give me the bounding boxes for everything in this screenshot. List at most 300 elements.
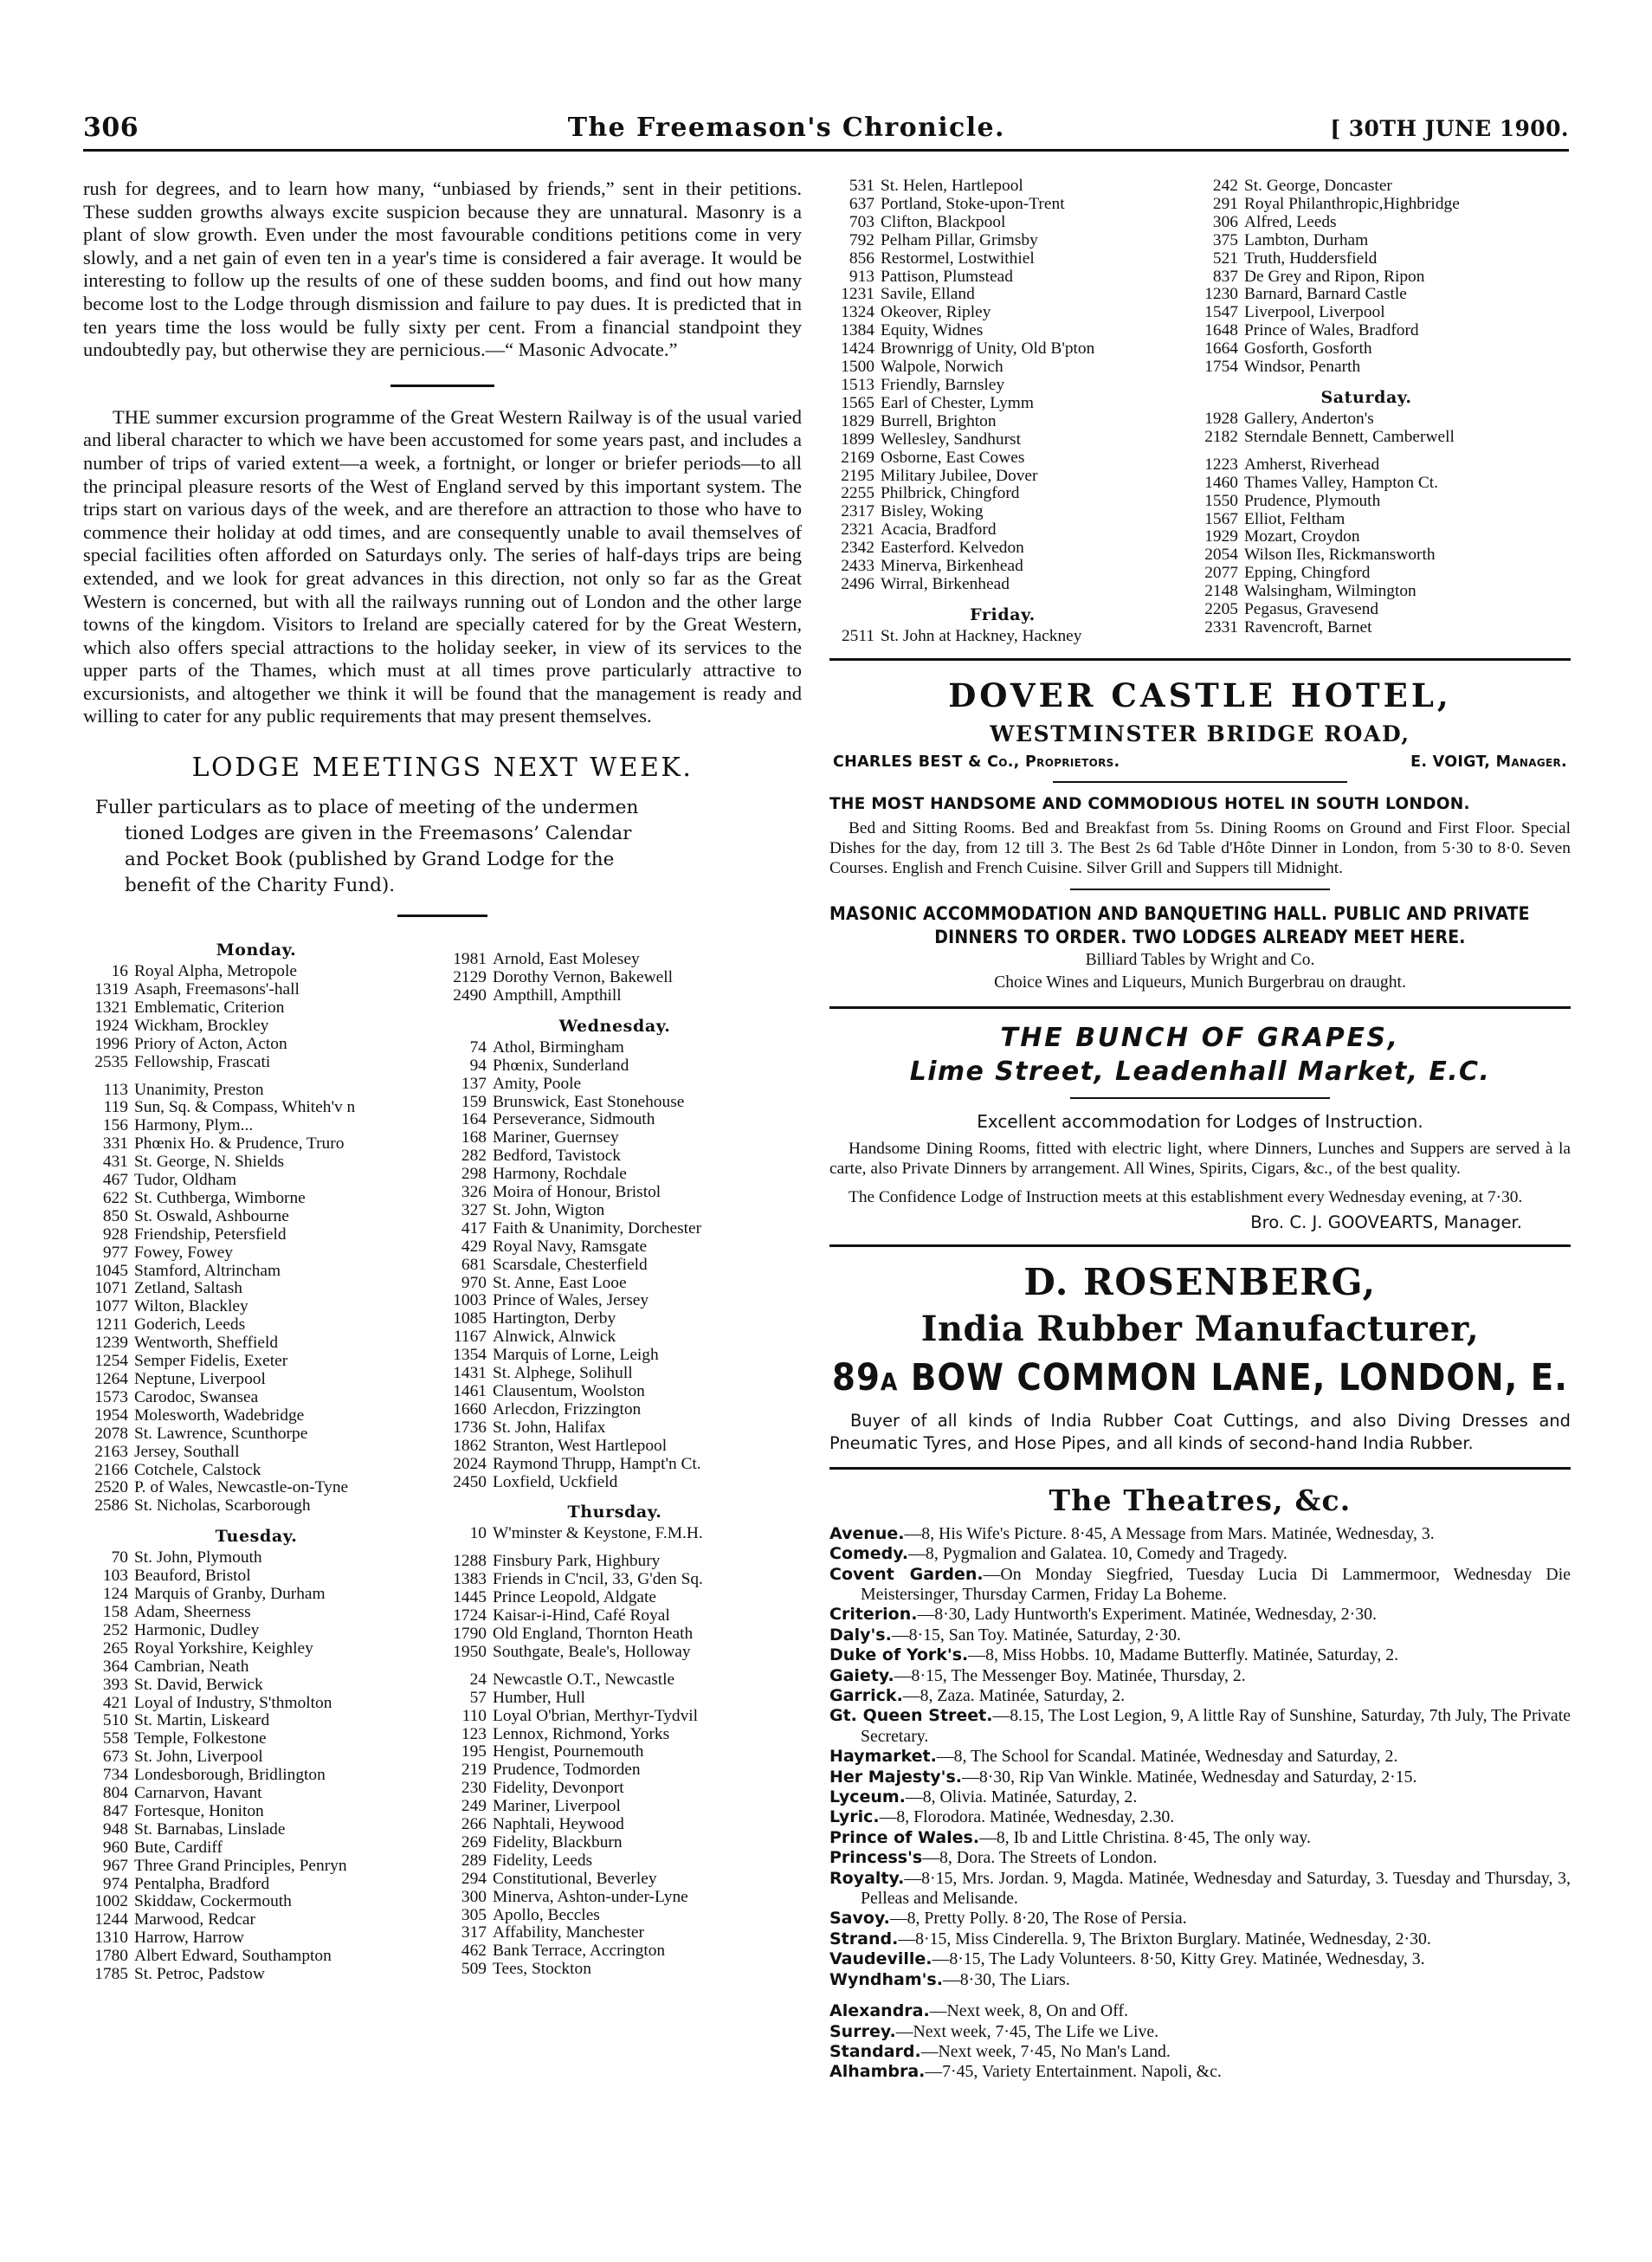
lodge-name: Constitutional, Beverley <box>493 1869 657 1888</box>
lodge-number: 1321 <box>94 998 128 1017</box>
lodge-number: 10 <box>469 1524 487 1543</box>
lodge-number: 219 <box>461 1761 487 1780</box>
lodge-number: 1790 <box>453 1624 487 1643</box>
theatre-name: Strand. <box>829 1929 899 1949</box>
lodge-name: Old England, Thornton Heath <box>493 1624 694 1643</box>
lodge-name: Osborne, East Cowes <box>881 448 1025 467</box>
theatre-list-item <box>829 1909 1571 1929</box>
lodge-list-item <box>442 1238 788 1257</box>
section-divider-2 <box>397 914 487 917</box>
lodge-number: 792 <box>849 230 874 249</box>
lodge-number: 521 <box>1212 249 1238 268</box>
lodge-name: Hengist, Pournemouth <box>493 1742 644 1761</box>
lodge-list-item <box>442 1525 788 1543</box>
masthead <box>83 113 1569 143</box>
lodge-number: 1424 <box>841 339 874 359</box>
lodge-list-item <box>442 1690 788 1708</box>
theatre-list-next-week <box>829 2001 1571 2083</box>
lodge-list-item <box>442 1292 788 1310</box>
theatre-name: Criterion. <box>829 1605 918 1625</box>
theatre-name: Gaiety. <box>829 1665 894 1685</box>
lodge-list-item <box>1193 511 1539 529</box>
theatre-list-item <box>829 1524 1571 1544</box>
lodge-number: 1899 <box>841 430 874 449</box>
lodge-number: 2520 <box>94 1478 128 1497</box>
lodge-list-item <box>1193 359 1539 377</box>
lodge-number: 159 <box>461 1092 487 1111</box>
lodge-list-item <box>1193 304 1539 322</box>
lodge-list-item <box>1193 619 1539 637</box>
lodge-name: Unanimity, Preston <box>134 1080 264 1099</box>
theatre-programme: —Next week, 8, On and Off. <box>929 2001 1128 2021</box>
lodge-list-item <box>442 1816 788 1834</box>
lodge-name: Lambton, Durham <box>1244 230 1369 249</box>
lodge-name: St. Anne, East Looe <box>493 1273 627 1292</box>
lodge-number: 1660 <box>453 1399 487 1419</box>
lodge-name: Dorothy Vernon, Bakewell <box>493 967 674 986</box>
lodge-number: 1928 <box>1204 409 1238 428</box>
lodge-list-item <box>442 1924 788 1942</box>
theatre-name: Comedy. <box>829 1544 909 1564</box>
lodge-list-item <box>1193 565 1539 583</box>
lodge-name: Molesworth, Wadebridge <box>134 1406 305 1425</box>
lodge-name: Harmonic, Dudley <box>134 1620 260 1639</box>
lodge-name: Apollo, Beccles <box>493 1905 600 1924</box>
lodge-list-item <box>442 1726 788 1744</box>
lodge-number: 331 <box>102 1134 128 1154</box>
lodge-name: Friends in C'ncil, 33, G'den Sq. <box>493 1570 703 1589</box>
lodge-number: 1230 <box>1204 285 1238 304</box>
lodge-list-item <box>1193 583 1539 601</box>
lodge-name: Burrell, Brighton <box>881 411 997 430</box>
lodge-subcolumn-2 <box>442 929 788 1984</box>
lodge-number: 2077 <box>1204 564 1238 583</box>
lodge-name: Acacia, Bradford <box>881 520 997 540</box>
lodge-name: Harrow, Harrow <box>134 1929 244 1948</box>
theatre-programme: —8·15, The Lady Volunteers. 8·50, Kitty Grey. Matinée, Wednesday, 3. <box>932 1949 1425 1969</box>
ad-dover-wines: Choice Wines and Liqueurs, Munich Burgerbrau on draught. <box>994 973 1406 992</box>
lodge-list-item <box>83 1640 429 1658</box>
lodge-name: Carnarvon, Havant <box>134 1784 262 1803</box>
lodge-number: 70 <box>111 1548 128 1567</box>
lodge-number: 2182 <box>1204 427 1238 446</box>
theatre-name: Duke of York's. <box>829 1645 969 1665</box>
lodge-number: 306 <box>1212 212 1238 231</box>
theatre-programme: —8, Pretty Polly. 8·20, The Rose of Persia. <box>889 1909 1187 1929</box>
lodge-number: 974 <box>102 1874 128 1893</box>
lodge-number: 230 <box>461 1779 487 1798</box>
lodge-name: St. Alphege, Solihull <box>493 1364 633 1383</box>
theatre-list-item <box>829 1605 1571 1625</box>
lodge-list-item <box>1193 601 1539 619</box>
lodge-name: Walsingham, Wilmington <box>1244 582 1416 601</box>
lodge-list-item <box>1193 475 1539 493</box>
lodge-list-item <box>83 1712 429 1730</box>
lodge-meetings-columns <box>83 929 802 1984</box>
lodge-name: Pentalpha, Bradford <box>134 1874 270 1893</box>
theatre-list-item <box>829 1949 1571 1969</box>
lodge-number: 837 <box>1212 267 1238 286</box>
theatre-programme: —8·30, The Liars. <box>942 1969 1070 1989</box>
lodge-meetings-heading: LODGE MEETINGS NEXT WEEK. <box>191 753 694 784</box>
lodge-meetings-intro <box>83 795 802 899</box>
lodge-number: 462 <box>461 1942 487 1961</box>
lodge-number: 977 <box>102 1243 128 1262</box>
lodge-list-item <box>442 1383 788 1401</box>
lodge-intro-line-4: benefit of the Charity Fund). <box>125 875 396 897</box>
lodge-name: Beauford, Bristol <box>134 1567 251 1586</box>
lodge-list-item <box>442 1607 788 1625</box>
lodge-list-item <box>829 485 1176 503</box>
lodge-name: St. John, Wigton <box>493 1200 605 1219</box>
lodge-number: 1254 <box>94 1352 128 1371</box>
lodge-number: 734 <box>102 1766 128 1785</box>
lodge-list-item <box>1193 214 1539 232</box>
lodge-number: 2129 <box>453 967 487 986</box>
lodge-list-item <box>83 1172 429 1190</box>
lodge-name: Savile, Elland <box>881 285 975 304</box>
issue-date: [ 30TH JUNE 1900. <box>1330 116 1569 141</box>
lodge-number: 847 <box>102 1801 128 1820</box>
article-continued-paragraph: rush for degrees, and to learn how many, “unbiased by friends,” sent in their petitions. These sudden growths always excite suspicion because they are unnatural. Masonry is a plant of slow growth. Even under the most favourable conditions petitions come in very slowly, and a net gain of even ten in a year's time is considered a fair average. It would be interesting to follow up the results of one of these sudden booms, and find out how many become lost to the Lodge through dismission and failure to pay dues. It is predicted that in ten years time the loss would be fully sixty per cent. From a financial standpoint they undoubtedly pay, but otherwise they are pernicious.—“ Masonic Advocate.” <box>83 178 802 361</box>
lodge-list-item <box>442 1743 788 1761</box>
lodge-name: St. John, Plymouth <box>134 1548 262 1567</box>
ad-rosenberg-street-rest: BOW COMMON LANE, LONDON, E. <box>898 1355 1568 1399</box>
lodge-list-tuesday <box>83 1549 429 1984</box>
lodge-name: Brownrigg of Unity, Old B'pton <box>881 339 1095 359</box>
lodge-number: 265 <box>102 1638 128 1658</box>
gwr-article-text: summer excursion programme of the Great Western Railway is of the usual varied and liberal character to which we have been accustomed for some years past, and includes a number of trips of varied extent—a week, a fortnight, or longer or briefer periods—to all the principal pleasure resorts of the West of England served by this important system. The trips start on various days of the week, and are therefore an attraction to those who have to commence their holiday at odd times, and are consequently unable to avail themselves of special facilities often afforded on Saturdays only. The series of half-days trips are being extended, and we look for great advances in this direction, not only so far as the Great Western is concerned, but with all the railways running out of London and the other large towns of the kingdom. Visitors to Ireland are specially catered for by the Great Western, which also offers special attractions to the holiday seeker, in view of its services to the upper parts of the Thames, which must at all times prove particularly attractive to excursionists, and altogether we think it will be found that the management is ready and willing to cater for any public requirements that may present themselves. <box>83 405 802 727</box>
lodge-number: 294 <box>461 1869 487 1888</box>
lodge-name: Carodoc, Swansea <box>134 1387 259 1406</box>
lodge-list-item <box>442 1798 788 1816</box>
lodge-name: Prince Leopold, Aldgate <box>493 1588 657 1607</box>
ad-dover-people <box>829 753 1571 771</box>
lodge-name: Wilson Iles, Rickmansworth <box>1244 546 1436 565</box>
lodge-name: Albert Edward, Southampton <box>134 1947 332 1966</box>
lodge-name: Walpole, Norwich <box>881 358 1003 377</box>
lodge-list-item <box>829 413 1176 431</box>
lodge-name: St. Martin, Liskeard <box>134 1711 270 1730</box>
lodge-subcolumn-3 <box>829 178 1176 646</box>
theatre-name: Wyndham's. <box>829 1969 943 1989</box>
lodge-number: 2054 <box>1204 546 1238 565</box>
theatre-programme: —8, The School for Scandal. Matinée, Wednesday and Saturday, 2. <box>936 1747 1398 1767</box>
ad-dover-name: DOVER CASTLE HOTEL, <box>948 675 1452 714</box>
lodge-list-item <box>83 1208 429 1226</box>
theatre-name: Her Majesty's. <box>829 1767 963 1787</box>
ad-dover-proprietors: CHARLES BEST & Co., Proprietors. <box>833 753 1120 771</box>
lodge-number: 1648 <box>1204 321 1238 340</box>
theatre-programme: —7·45, Variety Entertainment. Napoli, &c. <box>925 2062 1222 2082</box>
lodge-name: Bank Terrace, Accrington <box>493 1942 666 1961</box>
lodge-name: St. Cuthberga, Wimborne <box>134 1188 306 1207</box>
lodge-number: 1862 <box>453 1436 487 1455</box>
theatre-name: Avenue. <box>829 1523 905 1543</box>
lodge-name: St. Oswald, Ashbourne <box>134 1206 289 1225</box>
lodge-name: Ravencroft, Barnet <box>1244 617 1372 637</box>
lodge-list-item <box>442 1094 788 1112</box>
lodge-name: Prudence, Plymouth <box>1244 491 1381 510</box>
ad-grapes-lead: Excellent accommodation for Lodges of Instruction. <box>977 1110 1423 1132</box>
lodge-number: 1550 <box>1204 491 1238 510</box>
lodge-number: 2450 <box>453 1472 487 1491</box>
page-number: 306 <box>83 113 139 143</box>
lodge-name: Pelham Pillar, Grimsby <box>881 230 1038 249</box>
lodge-number: 123 <box>461 1724 487 1743</box>
lodge-list-item <box>442 1184 788 1202</box>
lodge-name: Stranton, West Hartlepool <box>493 1436 668 1455</box>
lodge-number: 1244 <box>94 1910 128 1929</box>
lodge-number: 1045 <box>94 1261 128 1280</box>
lodge-list-item <box>442 1571 788 1589</box>
ad-grapes-body: Handsome Dining Rooms, fitted with electric light, where Dinners, Lunches and Suppers are served à la carte, also Private Dinners by arrangement. All Wines, Spirits, Cigars, &c., of the best quality. <box>829 1139 1571 1178</box>
lodge-list-item <box>1193 250 1539 268</box>
lodge-number: 249 <box>461 1797 487 1816</box>
lodge-number: 2511 <box>841 626 874 645</box>
lodge-number: 1231 <box>841 285 874 304</box>
lodge-intro-line-2: tioned Lodges are given in the Freemasons’ Calendar <box>125 823 632 845</box>
lodge-list-item <box>83 1767 429 1785</box>
lodge-name: Prudence, Todmorden <box>493 1761 641 1780</box>
lodge-list-item <box>1193 340 1539 359</box>
lodge-list-item <box>442 1202 788 1220</box>
lodge-name: Cotchele, Calstock <box>134 1460 261 1479</box>
lodge-list-item <box>442 1708 788 1726</box>
day-heading-saturday: Saturday. <box>1320 387 1412 407</box>
lodge-number: 2496 <box>841 574 874 593</box>
lodge-list-item <box>83 1929 429 1948</box>
day-heading-thursday: Thursday. <box>567 1503 662 1522</box>
lodge-list-item <box>83 1462 429 1480</box>
lodge-name: Restormel, Lostwithiel <box>881 249 1035 268</box>
spacer <box>442 929 788 951</box>
lodge-name: Stamford, Altrincham <box>134 1261 281 1280</box>
lodge-number: 2317 <box>841 502 874 521</box>
lodge-name: Gosforth, Gosforth <box>1244 339 1372 359</box>
lodge-list-item <box>83 1604 429 1622</box>
lodge-list-item <box>829 304 1176 322</box>
lodge-list-item <box>442 1589 788 1607</box>
lodge-list-item <box>442 1852 788 1871</box>
lodge-number: 242 <box>1212 177 1238 195</box>
lodge-list-item <box>829 322 1176 340</box>
lodge-number: 510 <box>102 1711 128 1730</box>
lodge-list-item <box>83 999 429 1018</box>
lodge-list-item <box>829 431 1176 449</box>
lodge-list-item <box>83 1658 429 1677</box>
masthead-divider <box>83 149 1569 152</box>
lodge-list-tuesday-top <box>442 951 788 1005</box>
lodge-list-item <box>83 1479 429 1497</box>
lodge-list-item <box>442 1644 788 1662</box>
lodge-name: St. George, N. Shields <box>134 1153 285 1172</box>
lodge-name: Phœnix, Sunderland <box>493 1056 629 1075</box>
theatre-name: Surrey. <box>829 2021 896 2041</box>
lodge-name: Amity, Poole <box>493 1074 582 1093</box>
lodge-list-thursday-a <box>442 1525 788 1543</box>
theatre-programme: —8, Olivia. Matinée, Saturday, 2. <box>905 1787 1138 1807</box>
lodge-number: 1077 <box>94 1297 128 1316</box>
lodge-list-item <box>442 1310 788 1328</box>
lodge-list-item <box>442 1347 788 1365</box>
lodge-list-item <box>1193 196 1539 214</box>
lodge-number: 74 <box>469 1037 487 1057</box>
lodge-number: 417 <box>461 1218 487 1238</box>
lodge-name: Skiddaw, Cockermouth <box>134 1892 292 1911</box>
ad-grapes-body-2: The Confidence Lodge of Instruction meets at this establishment every Wednesday evening, at 7·30. <box>849 1187 1523 1206</box>
lodge-number: 2148 <box>1204 582 1238 601</box>
lodge-list-item <box>83 1425 429 1444</box>
lodge-number: 1724 <box>453 1606 487 1625</box>
lodge-name: Wilton, Blackley <box>134 1297 248 1316</box>
lodge-name: Neptune, Liverpool <box>134 1370 266 1388</box>
lodge-number: 1324 <box>841 303 874 322</box>
lodge-name: Mariner, Liverpool <box>493 1797 621 1816</box>
lodge-name: St. Petroc, Padstow <box>134 1965 265 1984</box>
theatre-list-item <box>829 1848 1571 1868</box>
lodge-name: Wirral, Birkenhead <box>881 574 1010 593</box>
lodge-number: 2331 <box>1204 617 1238 637</box>
lodge-list-item <box>83 1316 429 1335</box>
lodge-number: 467 <box>102 1171 128 1190</box>
theatre-list-item <box>829 2001 1571 2021</box>
lodge-name: Equity, Widnes <box>881 321 984 340</box>
lodge-number: 124 <box>102 1585 128 1604</box>
lodge-number: 1785 <box>94 1965 128 1984</box>
lodge-number: 1445 <box>453 1588 487 1607</box>
lodge-list-item <box>829 268 1176 287</box>
lodge-number: 637 <box>849 194 874 213</box>
lodge-name: Bute, Cardiff <box>134 1838 223 1857</box>
lodge-list-item <box>442 1761 788 1780</box>
lodge-list-item <box>83 1117 429 1135</box>
theatre-programme: —8·15, Miss Cinderella. 9, The Brixton Burglary. Matinée, Wednesday, 2·30. <box>898 1929 1431 1949</box>
lodge-name: Windsor, Penarth <box>1244 358 1361 377</box>
lodge-list-item <box>829 540 1176 558</box>
lodge-name: St. Helen, Hartlepool <box>881 177 1023 195</box>
theatre-list-item <box>829 1929 1571 1949</box>
lodge-name: Phœnix Ho. & Prudence, Truro <box>134 1134 345 1154</box>
lodge-number: 531 <box>849 177 874 195</box>
lodge-number: 266 <box>461 1815 487 1834</box>
lodge-name: Royal Yorkshire, Keighley <box>134 1638 313 1658</box>
lodge-name: Priory of Acton, Acton <box>134 1034 287 1053</box>
lodge-name: St. Barnabas, Linslade <box>134 1819 286 1839</box>
ad-dover-body: Bed and Sitting Rooms. Bed and Breakfast from 5s. Dining Rooms on Ground and First Floor. Special Dishes for the day, from 12 till 3. The Best 2s 6d Table d'Hôte Dinner in London, from 5·30 to 8·0. Seven Courses. English and French Cuisine. Silver Grill and Suppers till Midnight. <box>829 818 1571 877</box>
lodge-list-item <box>829 503 1176 521</box>
lodge-name: Ampthill, Ampthill <box>493 986 622 1005</box>
lodge-number: 1996 <box>94 1034 128 1053</box>
lodge-name: Asaph, Freemasons'-hall <box>134 979 300 999</box>
ad-dover-caps-line1: MASONIC ACCOMMODATION AND BANQUETING HALL. PUBLIC AND PRIVATE <box>829 902 1530 924</box>
lodge-name: Liverpool, Liverpool <box>1244 303 1385 322</box>
theatre-name: Royalty. <box>829 1868 905 1888</box>
lodge-name: Friendly, Barnsley <box>881 375 1005 394</box>
lodge-list-item <box>83 1695 429 1713</box>
lodge-number: 110 <box>461 1706 487 1725</box>
lodge-list-item <box>1193 322 1539 340</box>
lodge-subcolumn-1 <box>83 929 429 1984</box>
lodge-number: 1565 <box>841 393 874 412</box>
lodge-number: 2535 <box>94 1052 128 1071</box>
lodge-name: Thames Valley, Hampton Ct. <box>1244 473 1439 492</box>
ad-divider-4 <box>829 1467 1571 1470</box>
lodge-name: Wickham, Brockley <box>134 1016 269 1035</box>
ad-dover-caps <box>829 902 1571 949</box>
theatre-name: Garrick. <box>829 1686 903 1705</box>
lodge-list-item <box>83 1549 429 1567</box>
lodge-list-item <box>829 377 1176 395</box>
lodge-number: 1085 <box>453 1309 487 1328</box>
lodge-name: Alfred, Leeds <box>1244 212 1337 231</box>
lodge-number: 673 <box>102 1748 128 1767</box>
lodge-name: W'minster & Keystone, F.M.H. <box>493 1524 703 1543</box>
lodge-number: 305 <box>461 1905 487 1924</box>
lodge-list-saturday-b <box>1193 456 1539 637</box>
ad-rosenberg-street-number: 89 <box>832 1355 881 1399</box>
lodge-list-item <box>83 1622 429 1640</box>
theatre-name: Prince of Wales. <box>829 1827 980 1847</box>
lodge-name: Arlecdon, Frizzington <box>493 1399 642 1419</box>
theatre-programme: —Next week, 7·45, No Man's Land. <box>920 2041 1171 2061</box>
lodge-number: 298 <box>461 1165 487 1184</box>
lodge-list-thursday-e <box>1193 178 1539 377</box>
theatre-list-gap <box>829 1990 1571 2001</box>
lodge-number: 1924 <box>94 1016 128 1035</box>
lodge-number: 2163 <box>94 1442 128 1461</box>
theatre-programme: —8, Dora. The Streets of London. <box>922 1848 1158 1868</box>
lodge-list-item <box>829 340 1176 359</box>
lodge-number: 850 <box>102 1206 128 1225</box>
left-column <box>83 178 802 1984</box>
lodge-number: 970 <box>461 1273 487 1292</box>
lodge-number: 1211 <box>94 1315 128 1335</box>
theatre-programme: —8·30, Rip Van Winkle. Matinée, Wednesday and Saturday, 2·15. <box>962 1767 1417 1787</box>
lodge-number: 375 <box>1212 230 1238 249</box>
theatre-list-item <box>829 1869 1571 1910</box>
ad-dover-caps-line2: DINNERS TO ORDER. TWO LODGES ALREADY MEET HERE. <box>934 926 1466 947</box>
lodge-list-item <box>83 1407 429 1425</box>
theatre-programme: —8·15, San Toy. Matinée, Saturday, 2·30. <box>891 1625 1181 1645</box>
theatre-list-item <box>829 1645 1571 1665</box>
lodge-name: Lennox, Richmond, Yorks <box>493 1724 670 1743</box>
lodge-number: 119 <box>103 1098 128 1117</box>
lodge-name: Barnard, Barnard Castle <box>1244 285 1407 304</box>
lodge-name: Emblematic, Criterion <box>134 998 285 1017</box>
lodge-number: 282 <box>461 1147 487 1166</box>
theatre-name: Alhambra. <box>829 2062 926 2082</box>
ad-grapes-name: THE BUNCH OF GRAPES, <box>1000 1022 1400 1053</box>
lodge-number: 1319 <box>94 979 128 999</box>
lodge-list-item <box>442 1257 788 1275</box>
lodge-name: Easterford. Kelvedon <box>881 539 1024 558</box>
lodge-intro-line-1: Fuller particulars as to place of meeting of the undermen <box>95 797 639 819</box>
lodge-name: Zetland, Saltash <box>134 1279 242 1298</box>
lodge-list-item <box>83 1371 429 1389</box>
lodge-list-item <box>83 1821 429 1839</box>
lodge-name: Fellowship, Frascati <box>134 1052 271 1071</box>
lodge-list-item <box>442 1275 788 1293</box>
lodge-name: Alnwick, Alnwick <box>493 1328 616 1347</box>
theatre-name: Covent Garden. <box>829 1564 984 1584</box>
theatre-list-item <box>829 2062 1571 2082</box>
lodge-name: Athol, Birmingham <box>493 1037 624 1057</box>
lodge-list-item <box>829 628 1176 646</box>
lodge-list-item <box>83 981 429 999</box>
theatre-name: Lyric. <box>829 1807 880 1827</box>
lodge-number: 431 <box>102 1153 128 1172</box>
